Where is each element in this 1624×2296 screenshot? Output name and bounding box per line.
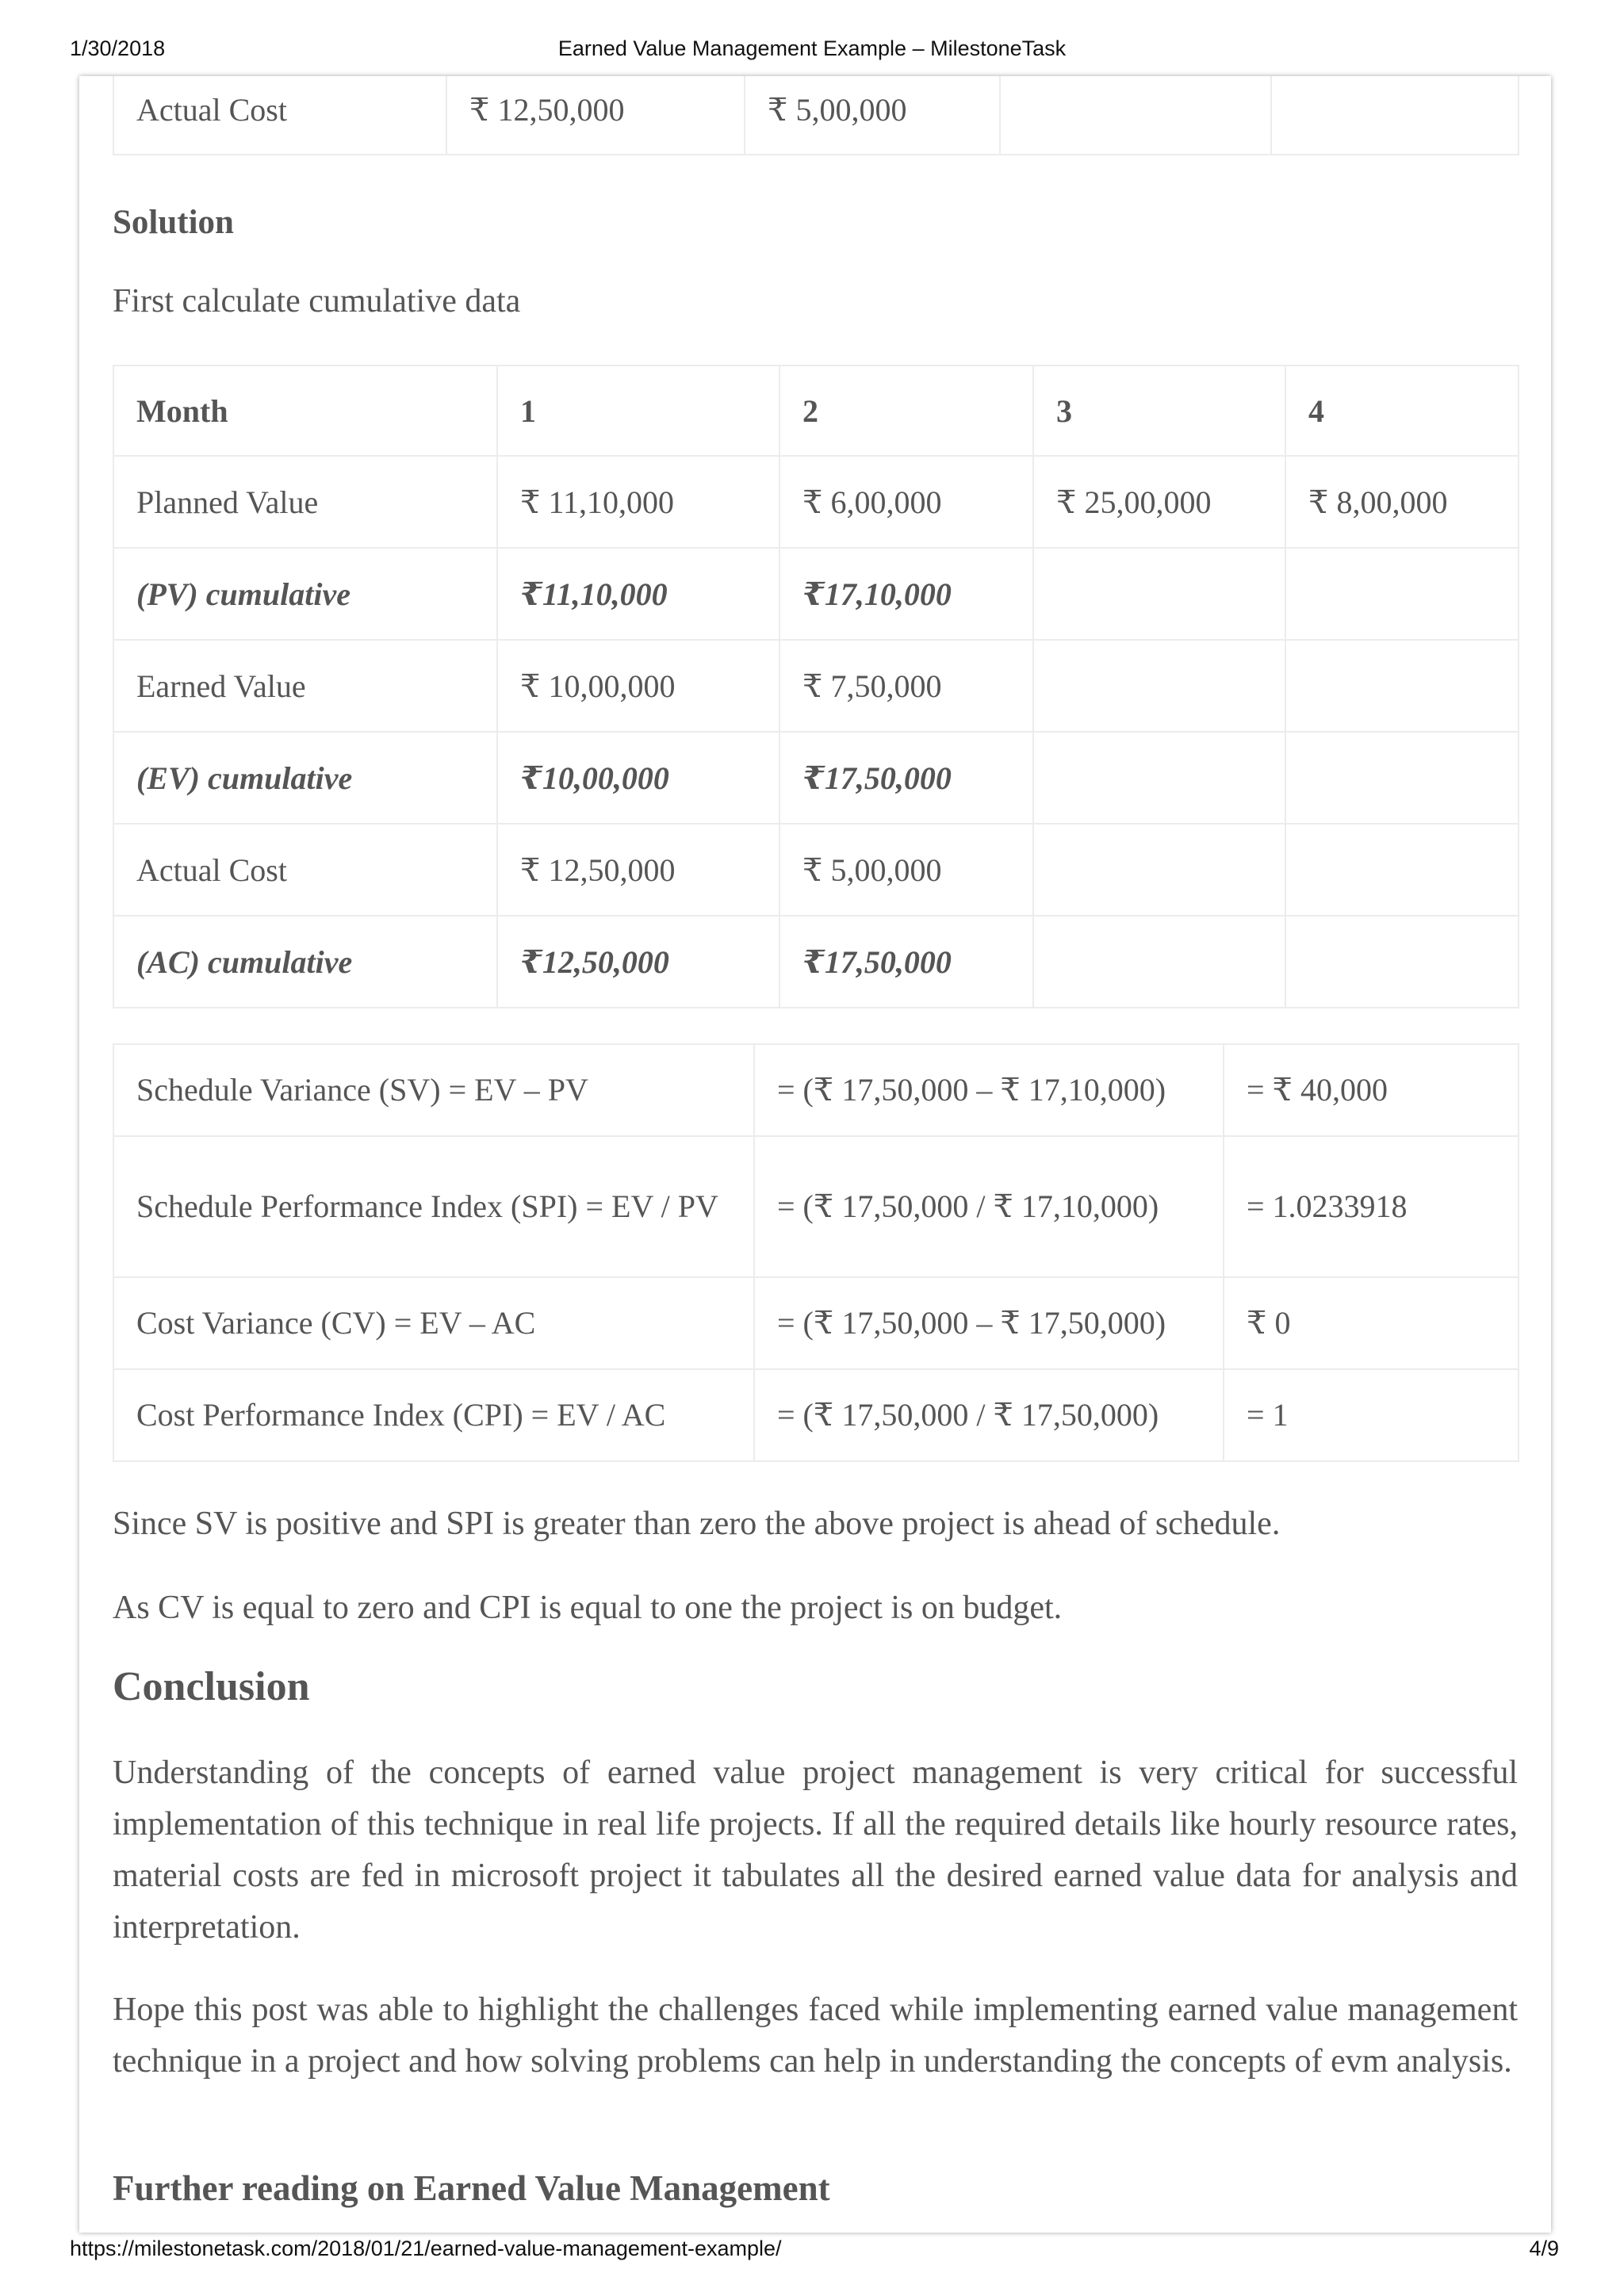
print-url: https://milestonetask.com/2018/01/21/earned-value-management-example/: [70, 2237, 782, 2260]
table-row: [113, 916, 1519, 1008]
analysis-paragraph-1: Since SV is positive and SPI is greater than zero the above project is ahead of schedule.: [113, 1506, 1281, 1542]
table-cell: ₹17,50,000: [779, 732, 1033, 824]
table-header-cell: Month: [113, 365, 497, 456]
table-row: [113, 76, 1519, 155]
table-cell: ₹ 5,00,000: [745, 76, 1000, 155]
table-cell: Actual Cost: [113, 76, 446, 155]
table-cell: [1285, 640, 1519, 732]
table-cell: Cost Variance (CV) = EV – AC: [113, 1277, 754, 1369]
table-cell: = (₹ 17,50,000 / ₹ 17,50,000): [754, 1369, 1224, 1461]
table-cell: (EV) cumulative: [113, 732, 497, 824]
table-row: [113, 640, 1519, 732]
table-cell: [1285, 916, 1519, 1008]
table-header-cell: 4: [1285, 365, 1519, 456]
table-cell: Planned Value: [113, 456, 497, 548]
table-row: [113, 1277, 1519, 1369]
table-row: [113, 1136, 1519, 1277]
further-reading-heading: Further reading on Earned Value Management: [113, 2168, 830, 2208]
table-cell: = (₹ 17,50,000 / ₹ 17,10,000): [754, 1136, 1224, 1277]
table-cell: = ₹ 40,000: [1224, 1044, 1519, 1136]
table-cell: ₹ 0: [1224, 1277, 1519, 1369]
table-cell: [1285, 732, 1519, 824]
table-cell: ₹ 6,00,000: [779, 456, 1033, 548]
table-row: [113, 732, 1519, 824]
table-cell: Actual Cost: [113, 824, 497, 916]
table-cell: Schedule Variance (SV) = EV – PV: [113, 1044, 754, 1136]
table-row: [113, 824, 1519, 916]
table-cell: [1000, 76, 1271, 155]
table-cell: [1271, 76, 1519, 155]
table-cell: = 1.0233918: [1224, 1136, 1519, 1277]
table-header-row: [113, 365, 1519, 456]
table-cell: ₹ 12,50,000: [446, 76, 745, 155]
table-row: [113, 456, 1519, 548]
table-cell: ₹ 8,00,000: [1285, 456, 1519, 548]
cumulative-table: [113, 365, 1519, 1008]
table-cell: (AC) cumulative: [113, 916, 497, 1008]
print-title: Earned Value Management Example – MilestoneTask: [557, 36, 1067, 60]
table-cell: [1033, 548, 1285, 640]
table-header-cell: 3: [1033, 365, 1285, 456]
table-cell: = (₹ 17,50,000 – ₹ 17,50,000): [754, 1277, 1224, 1369]
table-cell: [1033, 916, 1285, 1008]
table-cell: Schedule Performance Index (SPI) = EV / PV: [113, 1136, 754, 1277]
table-cell: Cost Performance Index (CPI) = EV / AC: [113, 1369, 754, 1461]
table-cell: ₹ 7,50,000: [779, 640, 1033, 732]
calculation-table: [113, 1043, 1519, 1462]
conclusion-paragraph-2: Hope this post was able to highlight the challenges faced while implementing earned value management technique in a project and how solving problems can help in understanding the concepts of evm analysis.: [113, 1992, 1518, 2080]
top-table: [113, 76, 1519, 155]
table-cell: [1033, 640, 1285, 732]
conclusion-paragraph-1: Understanding of the concepts of earned value project management is very critical for successful implementation of this technique in real life projects. If all the required details like hourly resource rates, material costs are fed in microsoft project it tabulates all the desired earned value data for analysis and interpretation.: [113, 1755, 1518, 1946]
table-row: [113, 1044, 1519, 1136]
table-row: [113, 1369, 1519, 1461]
table-cell: ₹ 5,00,000: [779, 824, 1033, 916]
table-cell: ₹ 10,00,000: [497, 640, 779, 732]
print-date: 1/30/2018: [70, 36, 166, 60]
table-cell: ₹12,50,000: [497, 916, 779, 1008]
table-row: [113, 548, 1519, 640]
table-cell: = 1: [1224, 1369, 1519, 1461]
solution-heading: Solution: [113, 204, 234, 241]
conclusion-heading: Conclusion: [113, 1664, 310, 1709]
table-cell: [1285, 548, 1519, 640]
print-footer: [0, 2237, 1624, 2268]
page-card: [79, 76, 1551, 2233]
table-cell: ₹11,10,000: [497, 548, 779, 640]
table-cell: = (₹ 17,50,000 – ₹ 17,10,000): [754, 1044, 1224, 1136]
table-header-cell: 2: [779, 365, 1033, 456]
table-header-cell: 1: [497, 365, 779, 456]
table-cell: ₹17,10,000: [779, 548, 1033, 640]
table-cell: ₹10,00,000: [497, 732, 779, 824]
print-header: [0, 36, 1624, 68]
table-cell: [1285, 824, 1519, 916]
analysis-paragraph-2: As CV is equal to zero and CPI is equal to one the project is on budget.: [113, 1590, 1063, 1626]
table-cell: [1033, 732, 1285, 824]
table-cell: ₹ 25,00,000: [1033, 456, 1285, 548]
print-page-number: 4/9: [1529, 2237, 1559, 2260]
table-cell: ₹ 11,10,000: [497, 456, 779, 548]
table-cell: ₹17,50,000: [779, 916, 1033, 1008]
table-cell: Earned Value: [113, 640, 497, 732]
table-cell: [1033, 824, 1285, 916]
table-cell: (PV) cumulative: [113, 548, 497, 640]
solution-intro: First calculate cumulative data: [113, 283, 521, 320]
table-cell: ₹ 12,50,000: [497, 824, 779, 916]
